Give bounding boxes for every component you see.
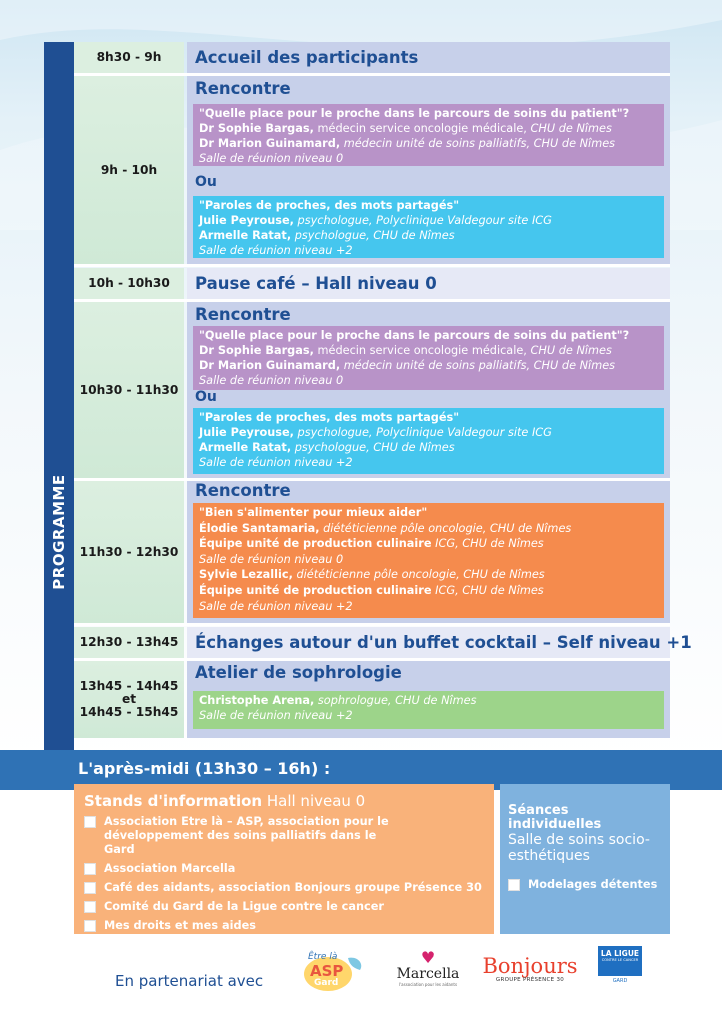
talk-box-alimenter [193,503,664,618]
slot-time: 8h30 - 9h [74,42,184,73]
slot-time: 10h - 10h30 [74,268,184,299]
speaker-role: diététicienne pôle oncologie, CHU de Nîmes [292,568,545,582]
or-label: Ou [195,174,217,190]
slot-title: Accueil des participants [195,48,419,67]
marcella-sub: l'association pour les aidants [398,982,458,987]
row-divider [74,264,670,267]
speaker-role: psychologue, CHU de Nîmes [291,441,455,454]
slot-content [187,42,670,73]
stand-label: Comité du Gard de la Ligue contre le cancer [104,900,384,913]
talk-question: "Paroles de proches, des mots partagés" [199,199,460,212]
heart-icon: ♥ [420,948,436,967]
stands-heading [84,792,484,810]
speaker-name: Équipe unité de production culinaire [199,583,432,597]
stand-item [84,881,484,895]
talk-box-proche [193,104,664,166]
asp-line1: Être là [308,952,338,962]
speaker-role: psychologue, Polyclinique Valdegour site ICG [293,426,552,439]
stand-item [84,862,484,876]
stand-label: Association Marcella [104,862,236,875]
speaker-org: CHU de Nîmes [530,122,612,135]
seances-location: Salle de soins socio-esthétiques [508,832,650,864]
stand-item [84,815,484,857]
bonjours-name: Bonjours [482,954,578,978]
speaker-role: psychologue, CHU de Nîmes [291,229,455,242]
asp-line2: ASP [310,962,344,980]
time-et: et [121,692,137,706]
etre-la-asp-logo [302,950,368,992]
speaker-role: ICG, CHU de Nîmes [431,583,544,597]
seance-item [508,878,662,892]
talk-box-paroles [193,196,664,258]
programme-label: PROGRAMME [50,474,68,590]
individual-sessions-panel [500,784,670,934]
speaker-name: Élodie Santamaria, [199,521,320,535]
checkbox-icon [84,882,96,894]
checkbox-icon [84,920,96,932]
speaker-role: ICG, CHU de Nîmes [431,537,544,551]
stand-item [84,919,484,933]
time-session-2: 14h45 - 15h45 [79,705,179,719]
room-label: Salle de réunion niveau 0 [199,374,344,387]
room-label: Salle de réunion niveau +2 [199,456,353,469]
room-label: Salle de réunion niveau +2 [199,599,353,613]
stand-label: Café des aidants, association Bonjours groupe Présence 30 [104,881,482,894]
talk-question: "Paroles de proches, des mots partagés" [199,411,460,424]
speaker-role: psychologue, Polyclinique Valdegour site ICG [293,214,552,227]
info-stands-panel [74,784,494,934]
checkbox-icon [508,879,520,891]
speaker-org: CHU de Nîmes [530,344,612,357]
stand-label: Mes droits et mes aides [104,919,256,932]
room-label: Salle de réunion niveau +2 [199,244,353,257]
slot-time [74,661,184,738]
slot-meeting-1 [74,76,670,264]
slot-content [187,661,670,738]
slot-time: 11h30 - 12h30 [74,481,184,623]
slot-content [187,627,692,658]
speaker-name: Julie Peyrouse, [199,426,294,439]
speaker-name: Armelle Ratat, [199,441,292,454]
slot-break [74,268,670,299]
stand-label: Association Etre là – ASP, association pour le développement des soins palliatifs dans le Gard [104,815,389,856]
slot-welcome [74,42,670,73]
seance-label: Modelages détentes [528,878,658,891]
slot-nutrition [74,481,670,623]
afternoon-title: L'après-midi (13h30 – 16h) : [78,759,331,778]
marcella-name: Marcella [396,966,460,982]
bonjours-logo [480,955,580,995]
stand-item [84,900,484,914]
stands-location: Hall niveau 0 [262,792,366,810]
slot-title: Rencontre [195,79,291,98]
speaker-role: diététicienne pôle oncologie, CHU de Nîmes [319,521,572,535]
speaker-name: Dr Marion Guinamard, [199,359,341,372]
speaker-name: Christophe Arena, [199,694,315,707]
speaker-name: Armelle Ratat, [199,229,292,242]
marcella-logo [393,950,463,992]
slot-content [187,268,670,299]
slot-content [187,481,670,623]
slot-sophrology [74,661,670,738]
slot-content [187,302,670,478]
speaker-role: médecin unité de soins palliatifs, [340,359,534,372]
bonjours-sub: GROUPE PRÉSENCE 30 [495,977,565,983]
speaker-name: Dr Sophie Bargas, [199,344,314,357]
speaker-name: Sylvie Lezallic, [199,568,293,582]
programme-sidebar [44,42,74,752]
slot-title: Échanges autour d'un buffet cocktail – Self niveau +1 [195,633,692,652]
ligue-badge [598,946,642,976]
talk-box-sophrologie [193,691,664,729]
slot-meeting-2 [74,302,670,478]
speaker-org: CHU de Nîmes [533,359,616,372]
ligue-logo [598,946,642,998]
partners-strip [0,950,722,1020]
checkbox-icon [84,863,96,875]
asp-line3: Gard [314,978,339,988]
room-label: Salle de réunion niveau 0 [199,552,344,566]
slot-content [187,76,670,264]
talk-question: "Bien s'alimenter pour mieux aider" [199,506,428,519]
talk-box-proche [193,326,664,390]
speaker-name: Équipe unité de production culinaire [199,537,432,551]
slot-buffet [74,627,692,658]
slot-title: Atelier de sophrologie [195,663,402,682]
talk-box-paroles [193,408,664,474]
time-session-1: 13h45 - 14h45 [79,679,179,693]
slot-time: 9h - 10h [74,76,184,264]
speaker-name: Julie Peyrouse, [199,214,294,227]
room-label: Salle de réunion niveau +2 [199,709,353,722]
slot-time: 12h30 - 13h45 [74,627,184,658]
talk-question: "Quelle place pour le proche dans le parcours de soins du patient"? [199,329,630,342]
slot-time: 10h30 - 11h30 [74,302,184,478]
talk-question: "Quelle place pour le proche dans le parcours de soins du patient"? [199,107,630,120]
partners-label: En partenariat avec [115,972,264,990]
speaker-role: sophrologue, CHU de Nîmes [314,694,477,707]
stands-title: Stands d'information [84,792,263,810]
speaker-name: Dr Sophie Bargas, [199,122,314,135]
speaker-org: CHU de Nîmes [533,137,616,150]
speaker-role: médecin service oncologie médicale, [313,122,531,135]
or-label: Ou [195,389,217,405]
slot-title: Rencontre [195,305,291,324]
slot-title: Pause café – Hall niveau 0 [195,274,437,293]
speaker-name: Dr Marion Guinamard, [199,137,341,150]
speaker-role: médecin service oncologie médicale, [313,344,531,357]
checkbox-icon [84,816,96,828]
room-label: Salle de réunion niveau 0 [199,152,344,165]
checkbox-icon [84,901,96,913]
speaker-role: médecin unité de soins palliatifs, [340,137,534,150]
slot-title: Rencontre [195,481,291,500]
ligue-sub: CONTRE LE CANCER [601,958,639,962]
seances-title: Séances individuelles [508,803,602,832]
row-divider [74,623,670,626]
ligue-dept: GARD [612,978,628,984]
ligue-name: LA LIGUE [600,949,640,958]
